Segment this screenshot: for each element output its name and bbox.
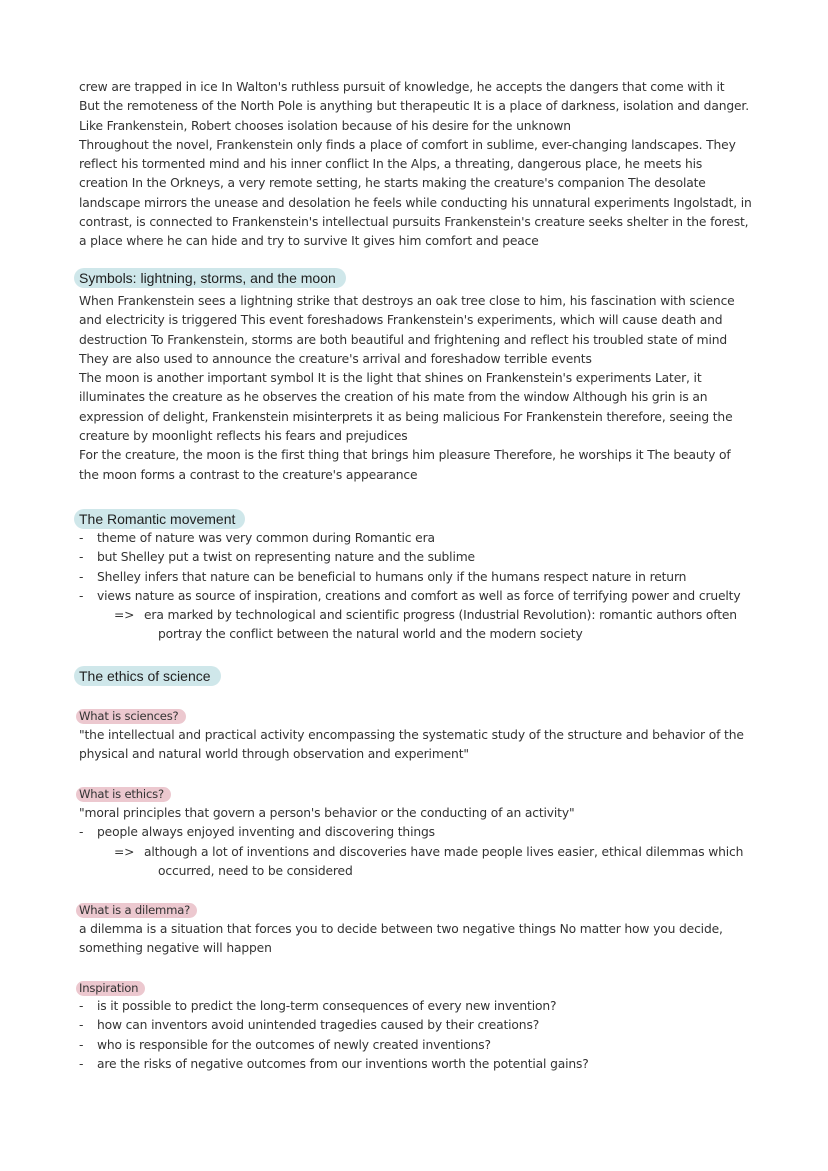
text-line: and electricity is triggered This event foreshadows Frankenstein's experiments, which will cause death and — [79, 313, 723, 328]
science-definition — [79, 726, 759, 765]
text-line: The moon is another important symbol It is the light that shines on Frankenstein's experiments Later, it — [79, 371, 702, 386]
list-item — [79, 529, 769, 548]
list-item-text: Shelley infers that nature can be beneficial to humans only if the humans respect nature in return — [97, 569, 687, 584]
text-line: creature by moonlight reflects his fears and prejudices — [79, 429, 408, 444]
text-line: physical and natural world through observation and experiment" — [79, 747, 469, 762]
text-line: When Frankenstein sees a lightning strike that destroys an oak tree close to him, his fascination with science — [79, 294, 735, 308]
list-item-text: theme of nature was very common during Romantic era — [97, 531, 435, 545]
list-item — [79, 1055, 769, 1074]
bullet-dash: - — [79, 825, 84, 839]
text-line: contrast, is connected to Frankenstein's intellectual pursuits Frankenstein's creature seeks shelter in the forest, — [79, 215, 749, 230]
arrow-marker: => — [114, 845, 135, 859]
ethics-heading: The ethics of science — [74, 666, 221, 686]
text-line: something negative will happen — [79, 941, 272, 956]
ethics-definition — [79, 804, 759, 823]
inspiration-list — [79, 997, 769, 1074]
romantic-heading: The Romantic movement — [74, 509, 245, 529]
dilemma-question-label: What is a dilemma? — [76, 903, 197, 918]
list-item — [79, 823, 769, 842]
list-item-text: how can inventors avoid unintended tragedies caused by their creations? — [97, 1018, 540, 1033]
intro-paragraph — [79, 78, 759, 252]
text-line: creation In the Orkneys, a very remote setting, he starts making the creature's companion The desolate — [79, 176, 706, 191]
list-item — [79, 568, 769, 587]
bullet-dash: - — [79, 1037, 84, 1052]
bullet-dash: - — [79, 1056, 84, 1071]
list-item — [79, 1016, 769, 1035]
text-line: expression of delight, Frankenstein misinterprets it as being malicious For Frankenstein therefore, seeing the — [79, 409, 733, 424]
text-line: But the remoteness of the North Pole is anything but therapeutic It is a place of darkness, isolation and danger. — [79, 99, 749, 114]
arrow-marker: => — [114, 608, 135, 622]
text-line: landscape mirrors the unease and desolation he feels while conducting his unnatural experiments Ingolstadt, in — [79, 195, 752, 210]
bullet-dash: - — [79, 588, 84, 603]
list-item — [79, 587, 769, 606]
list-item-text: views nature as source of inspiration, creations and comfort as well as force of terrifying power and cruelty — [97, 588, 741, 603]
text-line: the moon forms a contrast to the creature's appearance — [79, 467, 418, 482]
text-line: Throughout the novel, Frankenstein only finds a place of comfort in sublime, ever-changing landscapes. They — [79, 137, 736, 152]
bullet-dash: - — [79, 569, 84, 584]
bullet-dash: - — [79, 531, 84, 545]
symbols-paragraph — [79, 292, 759, 485]
bullet-dash: - — [79, 1018, 84, 1033]
list-item-text: who is responsible for the outcomes of newly created inventions? — [97, 1037, 491, 1052]
dilemma-definition — [79, 920, 759, 959]
romantic-list — [79, 529, 769, 606]
text-line: occurred, need to be considered — [158, 864, 353, 879]
ethics-question-label: What is ethics? — [76, 787, 171, 802]
text-line: They are also used to announce the creature's arrival and foreshadow terrible events — [79, 351, 592, 366]
bullet-dash: - — [79, 999, 84, 1013]
text-line: a dilemma is a situation that forces you to decide between two negative things No matter how you decide, — [79, 922, 723, 936]
text-line: For the creature, the moon is the first thing that brings him pleasure Therefore, he worships it The beauty of — [79, 448, 731, 463]
list-item-text: but Shelley put a twist on representing nature and the sublime — [97, 550, 475, 565]
list-item-text: are the risks of negative outcomes from our inventions worth the potential gains? — [97, 1056, 589, 1071]
text-line: Like Frankenstein, Robert chooses isolation because of his desire for the unknown — [79, 118, 571, 133]
bullet-dash: - — [79, 550, 84, 565]
inspiration-label: Inspiration — [76, 981, 145, 996]
text-line: crew are trapped in ice In Walton's ruthless pursuit of knowledge, he accepts the dangers that come with it — [79, 80, 725, 94]
list-item-text: is it possible to predict the long-term consequences of every new invention? — [97, 999, 557, 1013]
ethics-list — [79, 823, 769, 842]
science-question-label: What is sciences? — [76, 709, 186, 724]
text-line: "the intellectual and practical activity encompassing the systematic study of the structure and behavior of the — [79, 728, 744, 742]
text-line: reflect his tormented mind and his inner conflict In the Alps, a threating, dangerous place, he meets his — [79, 157, 703, 172]
list-item — [79, 548, 769, 567]
ethics-arrow-note — [114, 843, 754, 882]
list-item — [79, 1036, 769, 1055]
text-line: although a lot of inventions and discoveries have made people lives easier, ethical dilemmas which — [144, 845, 744, 859]
text-line: "moral principles that govern a person's behavior or the conducting of an activity" — [79, 806, 575, 820]
list-item — [79, 997, 769, 1016]
text-line: illuminates the creature as he observes the creation of his mate from the window Although his grin is an — [79, 390, 708, 405]
text-line: a place where he can hide and try to survive It gives him comfort and peace — [79, 234, 539, 249]
text-line: destruction To Frankenstein, storms are both beautiful and frightening and reflect his troubled state of mind — [79, 332, 728, 347]
romantic-arrow-note — [114, 606, 754, 645]
list-item-text: people always enjoyed inventing and discovering things — [97, 825, 435, 839]
text-line: portray the conflict between the natural world and the modern society — [158, 627, 583, 642]
symbols-heading: Symbols: lightning, storms, and the moon — [74, 268, 346, 288]
text-line: era marked by technological and scientific progress (Industrial Revolution): romantic authors often — [144, 608, 737, 622]
